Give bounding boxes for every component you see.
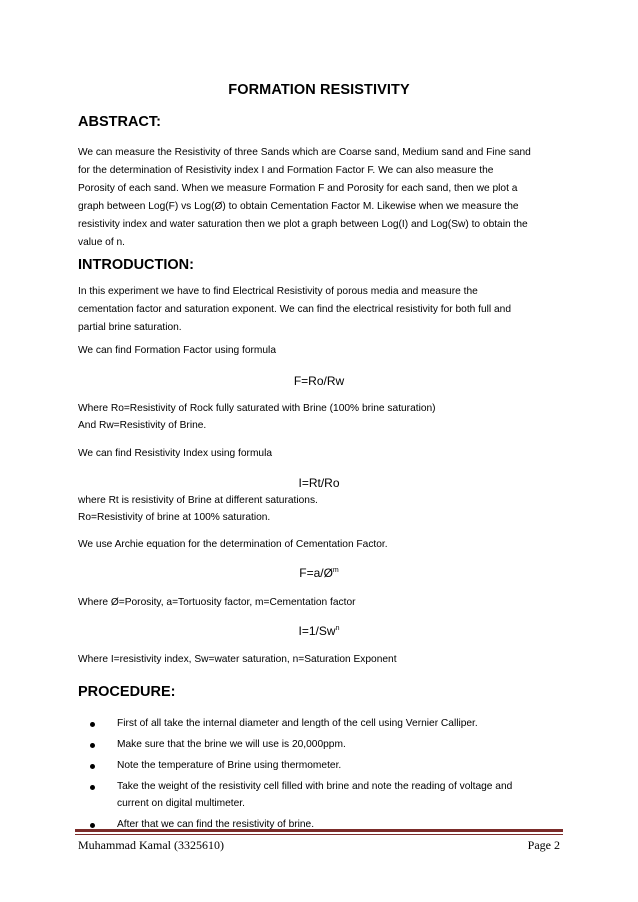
archie-where: Where Ø=Porosity, a=Tortuosity factor, m=Cementation factor xyxy=(78,597,356,608)
saturation-formula xyxy=(0,624,638,638)
list-item-text: First of all take the internal diameter and length of the cell using Vernier Calliper. xyxy=(117,718,478,729)
archie-intro: We use Archie equation for the determination of Cementation Factor. xyxy=(78,539,388,550)
introduction-line: partial brine saturation. xyxy=(78,322,182,333)
bullet-icon xyxy=(90,823,95,828)
list-item-text: Make sure that the brine we will use is 20,000ppm. xyxy=(117,739,346,750)
formation-factor-intro: We can find Formation Factor using formula xyxy=(78,345,276,356)
introduction-line: In this experiment we have to find Electrical Resistivity of porous media and measure the xyxy=(78,286,478,297)
archie-formula-base: F=a/Ø xyxy=(299,566,333,580)
abstract-heading: ABSTRACT: xyxy=(78,114,161,130)
saturation-formula-base: I=1/Sw xyxy=(298,624,336,638)
list-item-text: Note the temperature of Brine using thermometer. xyxy=(117,760,342,771)
list-item xyxy=(78,779,562,812)
resistivity-index-formula: I=Rt/Ro xyxy=(298,476,340,490)
footer-rule-thin xyxy=(75,834,563,835)
formation-factor-where-2: And Rw=Resistivity of Brine. xyxy=(78,420,207,431)
abstract-line: resistivity index and water saturation then we plot a graph between Log(I) and Log(Sw) to obtain the xyxy=(78,219,528,230)
introduction-heading: INTRODUCTION: xyxy=(78,257,194,273)
abstract-paragraph xyxy=(78,144,562,252)
list-item xyxy=(78,758,562,775)
abstract-line: Porosity of each sand. When we measure Formation F and Porosity for each sand, then we plot a xyxy=(78,183,518,194)
bullet-icon xyxy=(90,764,95,769)
bullet-icon xyxy=(90,722,95,727)
saturation-where: Where I=resistivity index, Sw=water saturation, n=Saturation Exponent xyxy=(78,654,397,665)
formation-factor-where-1: Where Ro=Resistivity of Rock fully saturated with Brine (100% brine saturation) xyxy=(78,403,436,414)
list-item-text: Take the weight of the resistivity cell filled with brine and note the reading of voltage and xyxy=(117,781,513,792)
formation-factor-formula: F=Ro/Rw xyxy=(293,374,345,388)
archie-formula-exponent: m xyxy=(332,567,339,574)
introduction-paragraph xyxy=(78,283,562,337)
abstract-line: value of n. xyxy=(78,237,126,248)
footer-author: Muhammad Kamal (3325610) xyxy=(78,838,224,852)
list-item-text: After that we can find the resistivity of brine. xyxy=(117,818,315,830)
list-item-text: current on digital multimeter. xyxy=(117,797,245,809)
archie-formula xyxy=(0,566,638,580)
bullet-icon xyxy=(90,743,95,748)
saturation-formula-exponent: n xyxy=(335,625,340,632)
resistivity-index-where-2: Ro=Resistivity of brine at 100% saturation. xyxy=(78,512,271,523)
resistivity-index-where-1: where Rt is resistivity of Brine at different saturations. xyxy=(78,495,318,506)
abstract-line: for the determination of Resistivity index I and Formation Factor F. We can also measure the xyxy=(78,165,494,176)
page-number: Page 2 xyxy=(527,838,560,852)
procedure-list xyxy=(78,716,562,838)
abstract-line: We can measure the Resistivity of three Sands which are Coarse sand, Medium sand and Fine sand xyxy=(78,147,531,158)
list-item xyxy=(78,716,562,733)
introduction-line: cementation factor and saturation exponent. We can find the electrical resistivity for both full and xyxy=(78,304,512,315)
bullet-icon xyxy=(90,785,95,790)
footer-rule xyxy=(75,829,563,832)
abstract-line: graph between Log(F) vs Log(Ø) to obtain Cementation Factor M. Likewise when we measure the xyxy=(78,201,519,212)
list-item xyxy=(78,737,562,754)
resistivity-index-intro: We can find Resistivity Index using formula xyxy=(78,448,273,459)
procedure-heading: PROCEDURE: xyxy=(78,684,176,700)
document-title: FORMATION RESISTIVITY xyxy=(228,82,410,98)
